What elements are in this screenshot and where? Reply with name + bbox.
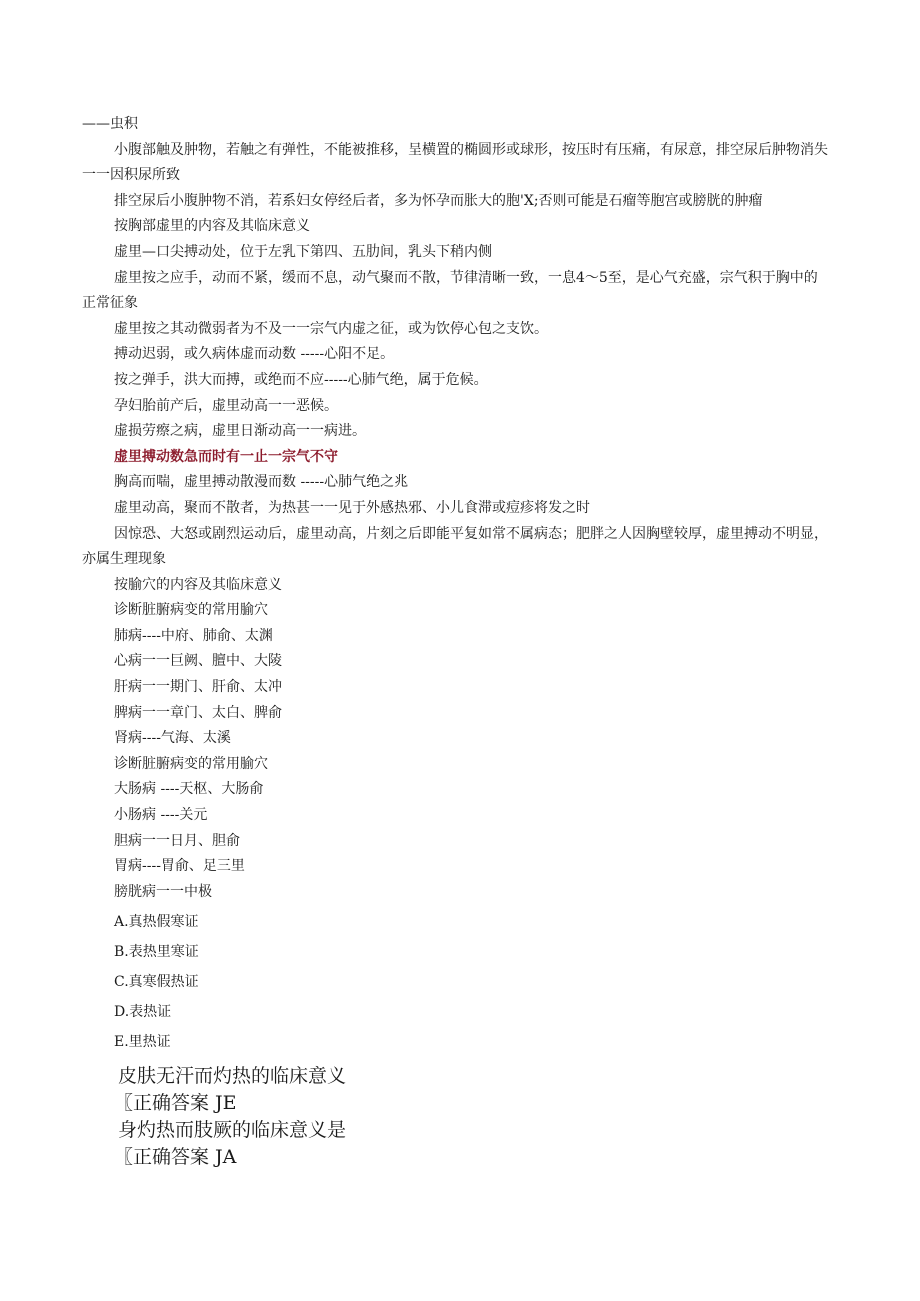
text-paragraph: 小腹部触及肿物，若触之有弹性，不能被推移，呈横置的椭圆形或球形，按压时有压痛，有尿意，排空尿后肿物消失一一因积尿所致 [82,141,828,184]
text-line: 虚里—口尖搏动处，位于左乳下第四、五肋间，乳头下稍内侧 [114,243,492,260]
list-item: 心病一一巨阙、膻中、大陵 [114,653,282,670]
list-item: 胃病----胃俞、足三里 [114,858,245,875]
text-line: 按之弹手，洪大而搏，或绝而不应-----心肺气绝，属于危候。 [114,371,488,388]
question-text: 身灼热而肢厥的临床意义是 [118,1119,347,1142]
answer-option-b: B.表热里寒证 [114,944,199,961]
list-item: 脾病一一章门、太白、脾俞 [114,704,282,721]
list-item: 肝病一一期门、肝俞、太冲 [114,679,282,696]
list-item: 肺病----中府、肺俞、太渊 [114,627,273,644]
document-body [82,112,828,1171]
text-line: 虚里动高，聚而不散者，为热甚一一见于外感热邪、小儿食滞或痘疹将发之时 [114,499,590,516]
answer-option-c: C.真寒假热证 [114,974,199,991]
list-item: 小肠病 ----关元 [114,807,208,824]
text-paragraph: 因惊恐、大怒或剧烈运动后，虚里动高，片刻之后即能平复如常不属病态；肥胖之人因胸壁较厚，虚里搏动不明显，亦属生理现象 [82,525,828,568]
text-paragraph: 排空尿后小腹肿物不消，若系妇女停经后者，多为怀孕而胀大的胞'X;否则可能是石瘤等胞宫或膀胱的肿瘤 [114,192,763,209]
answer-option-d: D.表热证 [114,1004,172,1021]
text-line: ——虫积 [82,116,138,132]
correct-answer: 〖正确答案 JE [114,1092,237,1115]
list-item: 胆病一一日月、胆俞 [114,832,240,849]
text-line: 搏动迟弱，或久病体虚而动数 -----心阳不足。 [114,346,395,363]
answer-option-e: E.里热证 [114,1034,171,1051]
section-heading: 按腧穴的内容及其临床意义 [114,576,282,593]
list-item: 大肠病 ----天枢、大肠俞 [114,781,264,798]
text-line: 虚损劳瘵之病，虚里日渐动高一一病进。 [114,423,366,440]
section-heading: 按胸部虚里的内容及其临床意义 [114,218,310,235]
subsection-heading: 诊断脏腑病变的常用腧穴 [114,602,268,619]
correct-answer: 〖正确答案 JA [114,1146,237,1169]
text-line: 孕妇胎前产后，虚里动高一一恶候。 [114,397,338,414]
text-paragraph: 虚里按之应手，动而不紧，缓而不息，动气聚而不散，节律清晰一致，一息4～5至，是心气充盛，宗气积于胸中的正常征象 [82,269,818,312]
question-text: 皮肤无汗而灼热的临床意义 [118,1065,347,1088]
list-item: 肾病----气海、太溪 [114,730,231,747]
subsection-heading: 诊断脏腑病变的常用腧穴 [114,755,268,772]
answer-option-a: A.真热假寒证 [114,914,199,931]
list-item: 膀胱病一一中极 [114,883,212,900]
text-line: 虚里按之其动微弱者为不及一一宗气内虚之征，或为饮停心包之支饮。 [114,320,548,337]
highlighted-line: 虚里搏动数急而时有一止一宗气不守 [114,448,338,465]
text-line: 胸高而喘，虚里搏动散漫而数 -----心肺气绝之兆 [114,474,409,491]
